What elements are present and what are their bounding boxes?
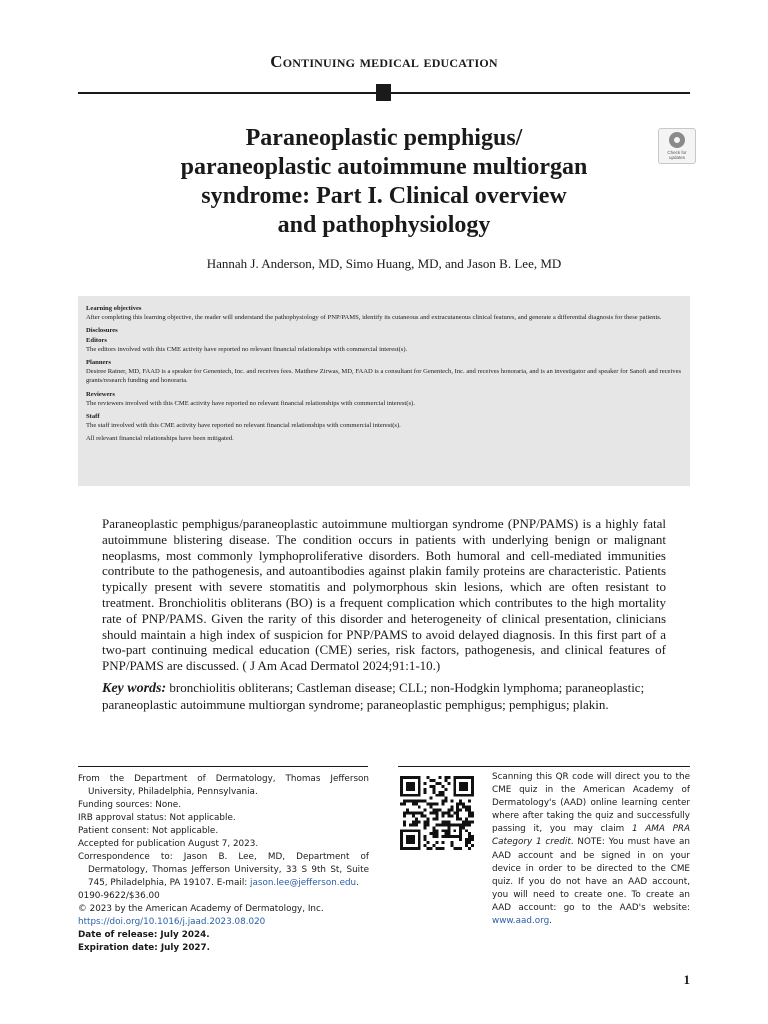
- irb-note: IRB approval status: Not applicable.: [78, 813, 236, 823]
- aad-website-link[interactable]: www.aad.org: [492, 916, 550, 927]
- correspondence-text: Correspondence to: Jason B. Lee, MD, Department of Dermatology, Thomas Jefferson University, 33 S 9th St, Suite 745, Philadelphia, PA 19107. E-mail:: [78, 852, 369, 888]
- cme-credit: 1 AMA PRA Category 1 credit: [492, 824, 691, 848]
- cme-info-box: [78, 296, 690, 486]
- keywords: [102, 680, 666, 713]
- title-line: Paraneoplastic pemphigus/: [245, 125, 523, 151]
- title-line: and pathophysiology: [277, 212, 491, 238]
- qr-text-part1: Scanning this QR code will direct you to the CME quiz in the American Academy of Dermatology's (AAD) online learning center where after taking the quiz and successfully passing it, you may claim: [492, 772, 690, 835]
- qr-instructions: [492, 771, 690, 928]
- qr-rule: [398, 766, 690, 767]
- reviewers-heading: Reviewers: [86, 390, 115, 398]
- check-for-updates-badge[interactable]: [658, 128, 696, 164]
- doi-link[interactable]: https://doi.org/10.1016/j.jaad.2023.08.020: [78, 917, 266, 927]
- affiliation-note: From the Department of Dermatology, Thomas Jefferson University, Philadelphia, Pennsylvania.: [78, 774, 369, 797]
- planners-section: [86, 358, 682, 386]
- article-title: [120, 124, 648, 240]
- funding-note: Funding sources: None.: [78, 800, 182, 810]
- editors-text: The editors involved with this CME activity have reported no relevant financial relationships with commercial interest(s).: [86, 345, 408, 353]
- mitigated-text: All relevant financial relationships have been mitigated.: [86, 435, 234, 443]
- issn-note: 0190-9622/$36.00: [78, 891, 160, 901]
- footnotes: [78, 773, 369, 955]
- staff-heading: Staff: [86, 413, 100, 421]
- disclosures-heading: Disclosures: [86, 327, 118, 335]
- learning-objectives-section: [86, 304, 682, 322]
- copyright-note: © 2023 by the American Academy of Dermatology, Inc.: [78, 904, 324, 914]
- release-date: Date of release: July 2024.: [78, 930, 210, 940]
- staff-text: The staff involved with this CME activity have reported no relevant financial relationships with commercial interest(s).: [86, 422, 401, 430]
- correspondence-note: [78, 851, 369, 890]
- correspondence-end: .: [356, 878, 359, 888]
- header-rule-marker: [376, 84, 391, 101]
- reviewers-text: The reviewers involved with this CME activity have reported no relevant financial relationships with commercial interest(s).: [86, 399, 415, 407]
- learning-objectives-heading: Learning objectives: [86, 305, 142, 312]
- title-line: paraneoplastic autoimmune multiorgan: [180, 154, 588, 180]
- qr-code-icon[interactable]: [400, 776, 474, 850]
- page-number: 1: [683, 972, 690, 987]
- title-line: syndrome: Part I. Clinical overview: [201, 183, 567, 209]
- qr-text-end: .: [549, 916, 552, 927]
- staff-section: [86, 412, 682, 430]
- qr-text-part2: . NOTE: You must have an AAD account and be signed in on your device in order to be directed to the CME quiz. If you do not have an AAD account, you will need to create one. To create an AAD account: go to the AAD's website:: [492, 837, 690, 913]
- author-list: Hannah J. Anderson, MD, Simo Huang, MD, and Jason B. Lee, MD: [206, 256, 562, 271]
- consent-note: Patient consent: Not applicable.: [78, 826, 219, 836]
- editors-section: [86, 326, 682, 354]
- accepted-note: Accepted for publication August 7, 2023.: [78, 839, 259, 849]
- planners-heading: Planners: [86, 359, 111, 367]
- learning-objectives-text: After completing this learning objective, the reader will understand the pathophysiology of PNP/PAMS, identify its cutaneous and extracutaneous clinical features, and generate a differential diagnosis for these patients.: [86, 314, 662, 322]
- keywords-text: bronchiolitis obliterans; Castleman disease; CLL; non-Hodgkin lymphoma; paraneoplastic; paraneoplastic autoimmune multiorgan syndrome; paraneoplastic pemphigus; pemphigus; plakin.: [102, 680, 645, 712]
- section-header: Continuing medical education: [270, 52, 498, 71]
- keywords-label: Key words:: [102, 681, 167, 696]
- editors-heading: Editors: [86, 336, 107, 344]
- check-for-updates-label: Check for updates: [667, 150, 687, 160]
- reviewers-section: [86, 390, 682, 408]
- expiration-date: Expiration date: July 2027.: [78, 943, 211, 953]
- planners-text: Desiree Ratner, MD, FAAD is a speaker for Genentech, Inc. and receives fees. Matthew Zirwas, MD, FAAD is a consultant for Genentech, Inc. and receives honoraria, and is an investigator and speaker for Sanofi and receives grants/research funding and honoraria.: [86, 368, 682, 385]
- email-link[interactable]: jason.lee@jefferson.edu: [250, 878, 357, 888]
- footnote-rule: [78, 766, 368, 767]
- abstract-text: Paraneoplastic pemphigus/paraneoplastic autoimmune multiorgan syndrome (PNP/PAMS) is a highly fatal autoimmune blistering disease. The condition occurs in patients with underlying benign or malignant neoplasms, most commonly lymphoproliferative disorders. Both humoral and cell-mediated immunities contribute to the pathogenesis, and autoantibodies against plakin family proteins are characteristic. Patients typically present with severe stomatitis and polymorphous skin lesions, which are often resistant to treatment. Bronchiolitis obliterans (BO) is a frequent complication which contributes to the high mortality rate of PNP/PAMS. Given the rarity of this disorder and heterogeneity of clinical presentation, clinicians should maintain a high index of suspicion for PNP/PAMS to avoid delayed diagnosis. In this first part of a two-part continuing medical education (CME) series, risk factors, pathogenesis, and clinical features of PNP/PAMS are discussed. ( J Am Acad Dermatol 2024;91:1-10.): [102, 516, 666, 674]
- check-for-updates-icon: [669, 132, 685, 148]
